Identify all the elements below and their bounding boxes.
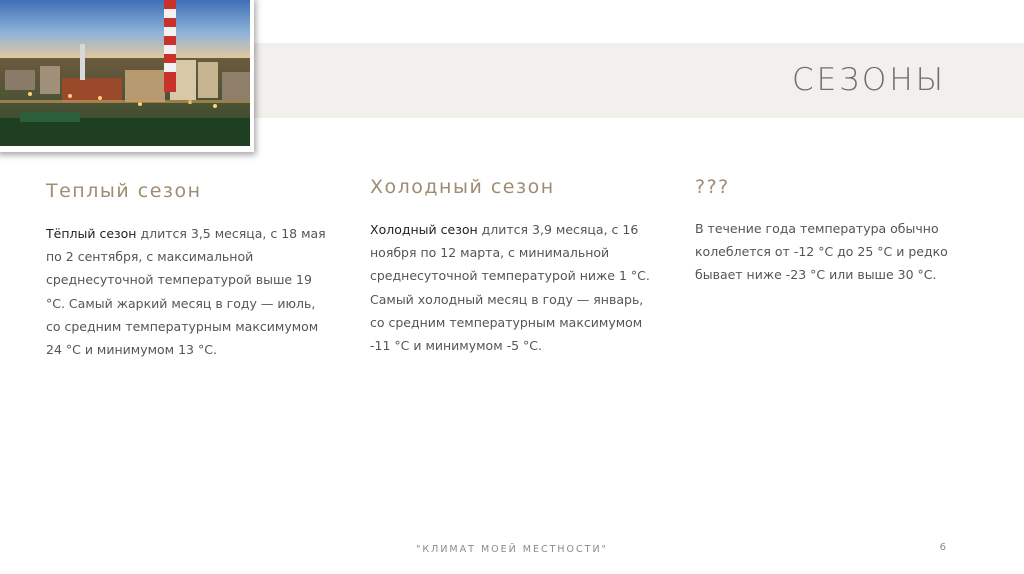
- page-number: 6: [939, 542, 946, 553]
- warm-season-lead: Тёплый сезон: [46, 226, 137, 241]
- temperature-range-description: В течение года температура обычно колеблется от -12 °C до 25 °C и редко бывает ниже -23 °C или выше 30 °C.: [695, 221, 948, 283]
- cold-season-heading: Холодный сезон: [370, 176, 555, 198]
- cold-season-text: [370, 218, 655, 357]
- warm-season-description: длится 3,5 месяца, с 18 мая по 2 сентября, с максимальной среднесуточной температурой выше 19 °C. Самый жаркий месяц в году — июль, со средним температурным максимумом 24 °C и минимумом 13 °C.: [46, 226, 326, 358]
- warm-season-text: [46, 222, 331, 361]
- city-photo: [0, 0, 250, 146]
- temperature-range-text: [695, 217, 980, 287]
- slide-title: СЕЗОНЫ: [791, 62, 946, 98]
- slide-footer: "КЛИМАТ МОЕЙ МЕСТНОСТИ": [416, 544, 608, 555]
- city-photo-frame: [0, 0, 254, 152]
- warm-season-heading: Теплый сезон: [46, 180, 202, 202]
- warm-season-column: [46, 178, 331, 361]
- cold-season-column: [370, 174, 655, 357]
- temperature-range-column: [695, 174, 980, 287]
- cold-season-description: длится 3,9 месяца, с 16 ноября по 12 марта, с минимальной среднесуточной температурой ниже 1 °C. Самый холодный месяц в году — январь, со средним температурным максимумом -11 °C и минимумом -5 °C.: [370, 222, 650, 354]
- cold-season-lead: Холодный сезон: [370, 222, 478, 237]
- temperature-range-heading: ???: [695, 176, 730, 198]
